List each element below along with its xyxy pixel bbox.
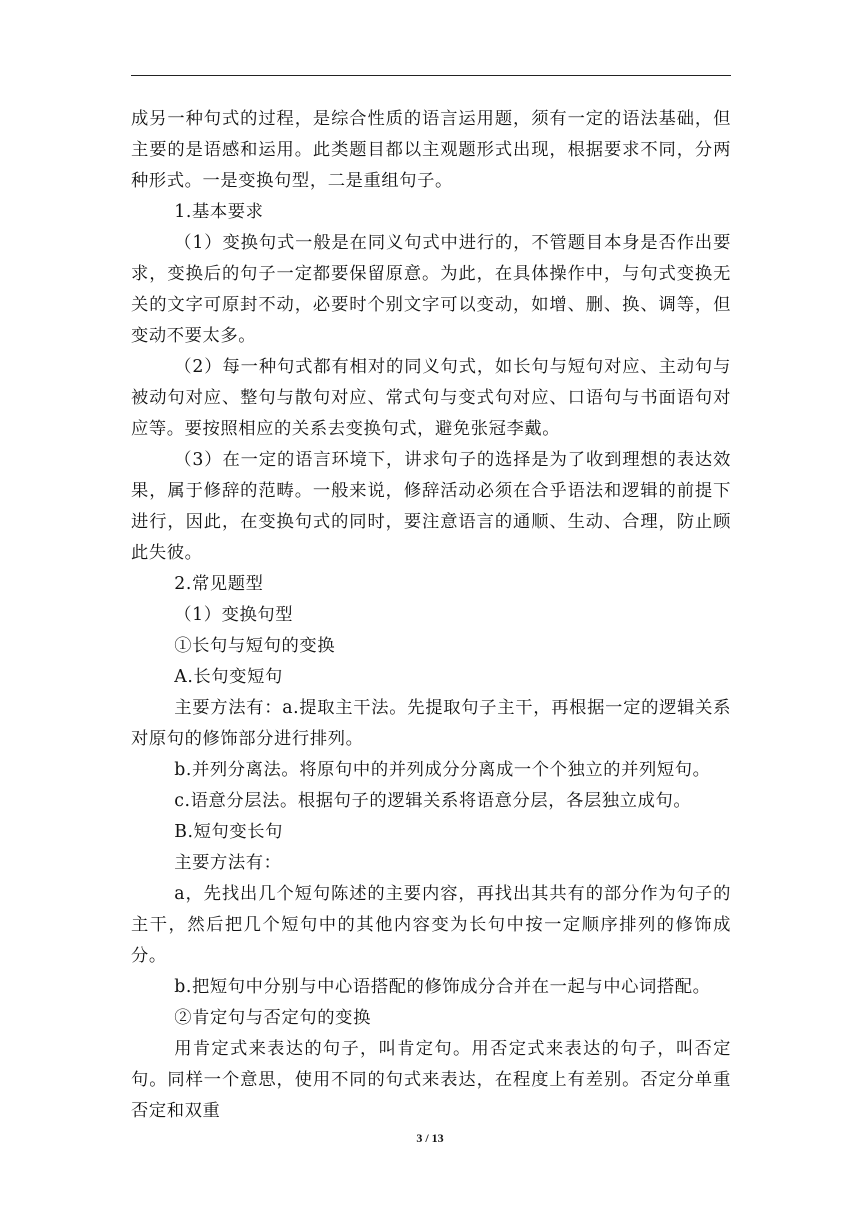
paragraph: （1）变换句型 [174, 605, 294, 625]
page-number: 3 / 13 [416, 1131, 444, 1145]
paragraph: 1.基本要求 [174, 202, 264, 222]
paragraph: 2.常见题型 [174, 574, 264, 594]
paragraph: B.短句变长句 [174, 822, 284, 842]
paragraph: （1）变换句式一般是在同义句式中进行的，不管题目本身是否作出要求，变换后的句子一定都要保留原意。为此，在具体操作中，与句式变换无关的文字可原封不动，必要时个别文字可以变动，如增、删、换、调等，但变动不要太多。 [131, 233, 731, 346]
paragraph: c.语意分层法。根据句子的逻辑关系将语意分层，各层独立成句。 [174, 791, 692, 811]
document-body [131, 104, 731, 1127]
paragraph: 主要方法有： [174, 853, 282, 873]
paragraph: 用肯定式来表达的句子，叫肯定句。用否定式来表达的句子，叫否定句。同样一个意思，使用不同的句式来表达，在程度上有差别。否定分单重否定和双重 [131, 1039, 731, 1121]
paragraph: 成另一种句式的过程，是综合性质的语言运用题，须有一定的语法基础，但主要的是语感和运用。此类题目都以主观题形式出现，根据要求不同，分两种形式。一是变换句型，二是重组句子。 [131, 109, 731, 191]
paragraph: （2）每一种句式都有相对的同义句式，如长句与短句对应、主动句与被动句对应、整句与散句对应、常式句与变式句对应、口语句与书面语句对应等。要按照相应的关系去变换句式，避免张冠李戴。 [131, 357, 731, 439]
paragraph: ②肯定句与否定句的变换 [174, 1008, 371, 1028]
header-rule [131, 75, 731, 76]
paragraph: 主要方法有：a.提取主干法。先提取句子主干，再根据一定的逻辑关系对原句的修饰部分进行排列。 [131, 698, 731, 749]
paragraph: A.长句变短句 [174, 667, 283, 687]
paragraph: ①长句与短句的变换 [174, 636, 336, 656]
paragraph: b.并列分离法。将原句中的并列成分分离成一个个独立的并列短句。 [174, 760, 711, 780]
paragraph: a，先找出几个短句陈述的主要内容，再找出其共有的部分作为句子的主干，然后把几个短句中的其他内容变为长句中按一定顺序排列的修饰成分。 [131, 884, 731, 966]
paragraph: b.把短句中分别与中心语搭配的修饰成分合并在一起与中心词搭配。 [174, 977, 711, 997]
paragraph: （3）在一定的语言环境下，讲求句子的选择是为了收到理想的表达效果，属于修辞的范畴。一般来说，修辞活动必须在合乎语法和逻辑的前提下进行，因此，在变换句式的同时，要注意语言的通顺、生动、合理，防止顾此失彼。 [131, 450, 731, 563]
